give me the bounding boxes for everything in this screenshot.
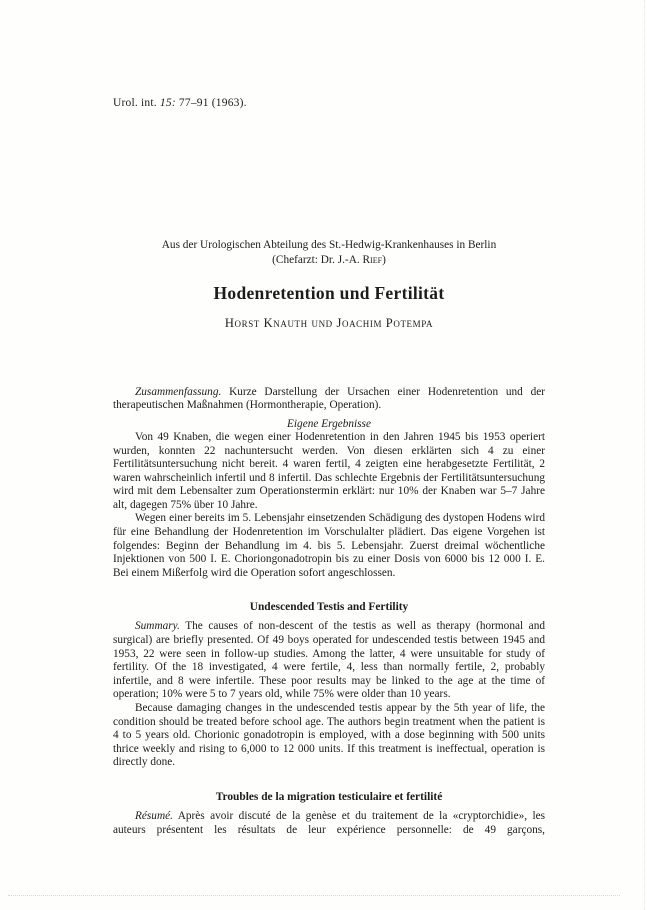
journal-name: Urol. int. — [113, 97, 160, 109]
journal-pages: 77–91 (1963). — [175, 97, 247, 109]
french-heading: Troubles de la migration testiculaire et fertilité — [215, 790, 443, 803]
english-summary-text: The causes of non-descent of the testis as well as therapy (hormonal and surgical) are briefly presented. Of 49 boys operated for undescended testis between 1945 and 1953, 22 were seen in follow-up studies. Among the latter, 4 were unsuitable for study of fertility. Of the 18 investigated, 4 were fertile, 4, less than normally fertile, 2, probably infertile, and 8 were infertile. These poor results may be linked to the age at the time of operation; 10% were 5 to 7 years old, while 75% were older than 10 years. — [113, 620, 545, 701]
english-paragraph-2: Because damaging changes in the undescended testis appear by the 5th year of life, the condition should be treated before school age. The authors begin treatment when the patient is 4 to 5 years old. Chorionic gonadotropin is employed, with a dose beginning with 500 units thrice weekly and rising to 6,000 to 12 000 units. If this treatment is ineffectual, operation is directly done. — [113, 702, 545, 769]
english-summary-lead: Summary. — [135, 620, 180, 633]
journal-citation — [113, 96, 545, 110]
affiliation-chief-prefix: (Chefarzt: Dr. J.-A. — [272, 253, 363, 266]
scan-artifact-right-edge — [644, 0, 645, 910]
page-content — [113, 96, 545, 837]
french-resume-paragraph — [113, 810, 545, 837]
german-results-paragraph-1: Von 49 Knaben, die wegen einer Hodenretention in den Jahren 1945 bis 1953 operiert wurden, konnten 22 nachuntersucht werden. Von diesen erklärten sich 4 zu einer Fertilitätsuntersuchung nicht bereit. 4 waren fertil, 4 zeigten eine herabgesetzte Fertilität, 2 waren wahrscheinlich infertil und 8 infertil. Das schlechte Ergebnis der Fertilitätsuntersuchung wird mit dem Lebensalter zum Operationstermin erklärt: nur 10% der Knaben war 5–7 Jahre alt, dagegen 75% über 10 Jahre. — [113, 430, 545, 511]
german-abstract — [113, 386, 545, 581]
english-abstract — [113, 600, 545, 770]
affiliation-block — [113, 238, 545, 267]
authors-line: Horst Knauth und Joachim Potempa — [224, 315, 434, 330]
french-resume-lead: Résumé. — [135, 809, 173, 822]
german-results-heading: Eigene Ergebnisse — [287, 417, 371, 430]
paper-title: Hodenretention und Fertilität — [213, 283, 445, 303]
scan-artifact-bottom-dotted-line — [8, 895, 620, 896]
affiliation-line2 — [113, 253, 545, 268]
english-heading: Undescended Testis and Fertility — [249, 601, 409, 614]
german-results-paragraph-2: Wegen einer bereits im 5. Lebensjahr einsetzenden Schädigung des dystopen Hodens wird für eine Behandlung der Hodenretention im Vorschulalter plädiert. Das eigene Vorgehen ist folgendes: Beginn der Behandlung im 4. bis 5. Lebensjahr. Zuerst dreimal wöchentliche Injektionen von 500 I. E. Choriongonadotropin bis zu einer Dosis von 6000 bis 12 000 I. E. Bei einem Mißerfolg wird die Operation sofort angeschlossen. — [113, 512, 545, 579]
german-summary-text: Kurze Darstellung der Ursachen einer Hodenretention und der therapeutischen Maßnahmen (Hormontherapie, Operation). — [113, 385, 545, 412]
english-summary-paragraph — [113, 620, 545, 702]
french-resume-text: Après avoir discuté de la genèse et du traitement de la «cryptorchidie», les auteurs présentent les résultats de leur expérience personnelle: de 49 garçons, — [113, 809, 545, 836]
affiliation-chief-name: Rief — [362, 253, 383, 266]
french-abstract — [113, 790, 545, 837]
journal-volume: 15: — [159, 97, 176, 109]
german-summary-paragraph — [113, 386, 545, 413]
german-summary-lead: Zusammenfassung. — [135, 385, 222, 398]
affiliation-line1: Aus der Urologischen Abteilung des St.-Hedwig-Krankenhauses in Berlin — [161, 239, 497, 251]
affiliation-chief-suffix: ) — [382, 253, 386, 266]
